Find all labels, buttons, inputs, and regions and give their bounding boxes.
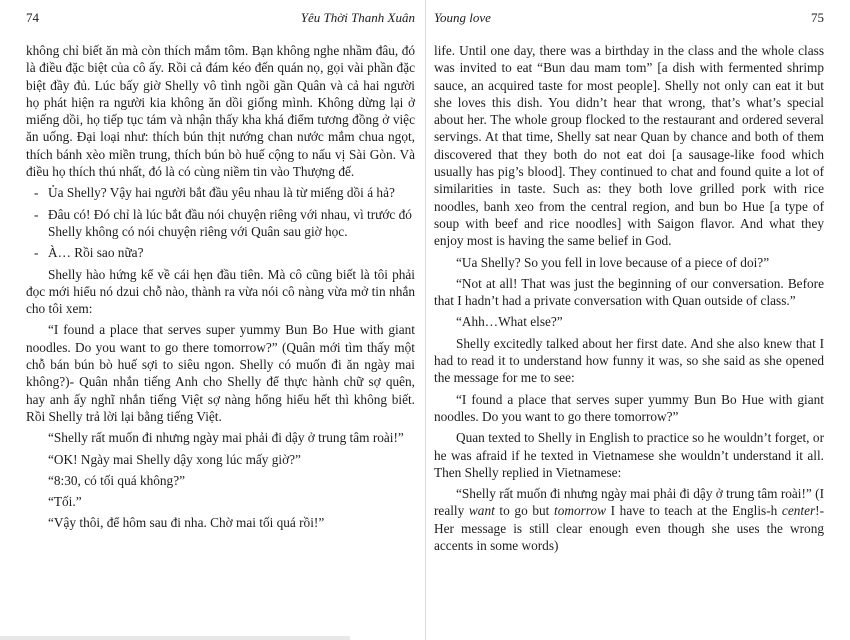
dialogue-bullet: - À… Rồi sao nữa? <box>34 245 144 261</box>
paragraph: “Ahh…What else?” <box>456 314 563 330</box>
paragraph: life. Until one day, there was a birthday in the class and the whole class was invited to eat “Bun dau mam tom” [a dish with fermented shrimp sauce, an acquired taste for most people]. Shelly not only can eat it but she loves this dish. You didn’t hear that wrong, that’s what’s special about her. The whole group flocked to the restaurant and ordered several servings. At that time, Shelly sat near Quan by chance and both of them discovered that they both do not eat doi [a sausage-like food which usually has pig’s blood]. They continued to chat and found quite a lot of similarities in taste. Such as: they both love grilled pork with rice noodles, banh xeo from the central region, and bun bo Hue [a type of soup with beef and rice noodles] with Saigon flavor. And what they enjoy most is having the same belief in God. <box>434 43 824 249</box>
left-running-title: Yêu Thời Thanh Xuân <box>300 10 415 25</box>
right-body <box>434 42 824 554</box>
paragraph: không chỉ biết ăn mà còn thích mắm tôm. Bạn không nghe nhầm đâu, đó là điều đặc biệt của cô ấy. Rồi cả đám kéo đến quán nọ, gọi vài phần đặc biệt đầy đủ. Lúc bấy giờ Shelly vô tình ngồi gần Quân và cả hai người họ phát hiện ra người kia không ăn dồi giống mình. Không dừng lại ở miếng dồi, họ tiếp tục tám và nhận thấy kha khá điểm tương đồng ở việc ăn uống. Đại loại như: thích bún thịt nướng chan nước mắm chua ngọt, thích bánh xèo miền trung, thích bún bò huế cộng to nấu vị Sài Gòn. Và điều họ thích thú nhất, đó là có cùng niềm tin vào Thượng đế. <box>26 43 415 180</box>
right-running-title: Young love <box>434 10 491 25</box>
paragraph: Shelly hào hứng kể về cái hẹn đầu tiên. Mà cô cũng biết là tôi phải đọc mới hiểu nó dzui chỗ nào, thành ra vừa nói cô nàng vừa mở tin nhắn cho tôi xem: <box>26 266 415 317</box>
paragraph: “Not at all! That was just the beginning of our conversation. Before that I hadn’t had a private conversation with Quan outside of class.” <box>434 275 824 309</box>
right-page <box>425 0 850 640</box>
paragraph: “I found a place that serves super yummy Bun Bo Hue with giant noodles. Do you want to go there tomorrow?” (Quân mới tìm thấy một chỗ bán bún bò huế sợi to siêu ngon. Shelly có muốn đi ăn ngày mai không?)- Quân nhắn tiếng Anh cho Shelly để thực hành chữ sợ quên, hay anh ấy nghĩ nhắn tiếng Việt sợ nàng hổng hiểu hết thì không biết. Rồi Shelly trả lời lại bằng tiếng Việt. <box>26 322 415 424</box>
paragraph: Quan texted to Shelly in English to practice so he wouldn’t forget, or he was afraid if he texted in Vietnamese she wouldn’t understand it all. Then Shelly replied in Vietnamese: <box>434 430 824 480</box>
left-body <box>26 42 415 532</box>
page-edge-shadow <box>0 636 350 640</box>
paragraph: “Shelly rất muốn đi nhưng ngày mai phải đi dậy ở trung tâm roài!” <box>48 430 404 446</box>
paragraph: “Ua Shelly? So you fell in love because of a piece of doi?” <box>456 254 770 270</box>
paragraph: “Vậy thôi, để hôm sau đi nha. Chờ mai tối quá rồi!” <box>48 515 325 531</box>
paragraph: Shelly excitedly talked about her first date. And she also knew that I had to read it to understand how funny it was, so she said as she opened the message for me to see: <box>434 335 824 386</box>
left-running-head <box>26 10 415 30</box>
paragraph: “Shelly rất muốn đi nhưng ngày mai phải đi dậy ở trung tâm roài!” (I really want to go but tomorrow I have to teach at the Englis-h center!- Her message is still clear enough even though she uses the wrong accents in some words) <box>434 486 825 554</box>
dialogue-bullet: - Đâu có! Đó chỉ là lúc bắt đầu nói chuyện riêng với nhau, vì trước đó Shelly không có nói chuyện riêng với Quân sau giờ học. <box>34 206 412 239</box>
right-page-number: 75 <box>811 10 824 25</box>
left-page-number: 74 <box>26 10 39 25</box>
paragraph: “OK! Ngày mai Shelly dậy xong lúc mấy giờ?” <box>48 451 301 467</box>
right-running-head <box>434 10 824 30</box>
paragraph: “Tối.” <box>48 494 82 510</box>
dialogue-bullet: - Ủa Shelly? Vậy hai người bắt đầu yêu nhau là từ miếng dồi á hả? <box>34 185 395 201</box>
paragraph: “8:30, có tối quá không?” <box>48 472 185 488</box>
paragraph: “I found a place that serves super yummy Bun Bo Hue with giant noodles. Do you want to go there tomorrow?” <box>434 391 824 424</box>
